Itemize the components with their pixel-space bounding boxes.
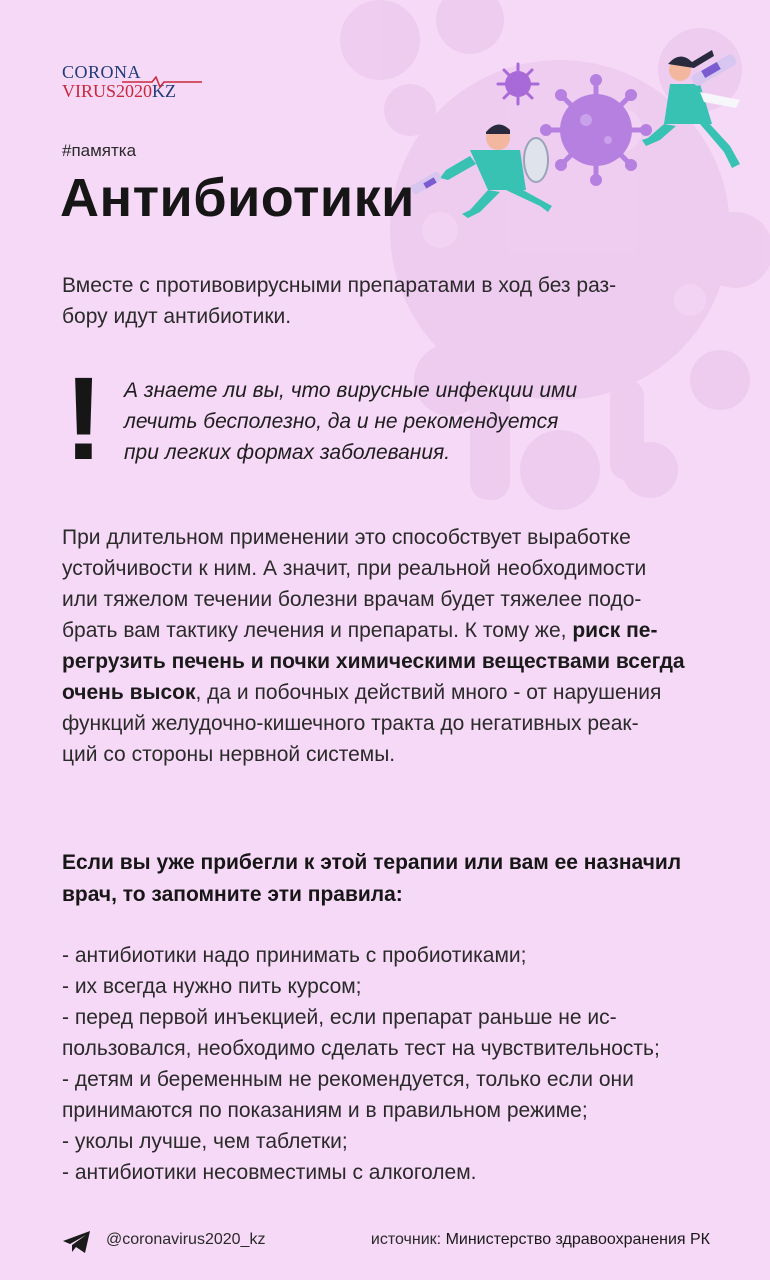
source-label: источник:	[370, 1231, 446, 1248]
intro-paragraph	[62, 270, 712, 332]
body-line4-text: брать вам тактику лечения и препараты. К тому же,	[62, 619, 573, 642]
body-line	[62, 615, 722, 646]
callout-line: А знаете ли вы, что вирусные инфекции ими	[124, 379, 578, 402]
logo-line1: CORONA	[62, 62, 142, 82]
rule-item: - антибиотики надо принимать с пробиотиками;	[62, 944, 527, 967]
body-line5-bold: регрузить печень и почки химическими веществами всегда	[62, 650, 685, 673]
rule-item: - детям и беременным не рекомендуется, только если они	[62, 1068, 634, 1091]
exclamation-icon: !	[64, 353, 104, 485]
telegram-icon	[62, 1230, 92, 1254]
source-credit	[371, 1231, 710, 1249]
body-line: ций со стороны нервной системы.	[62, 743, 396, 766]
logo-pulse-line	[122, 76, 202, 88]
body-line	[62, 646, 722, 677]
body-line4-bold: риск пе-	[572, 619, 658, 642]
small-virus-icon	[498, 64, 538, 104]
body-line6-bold: очень высок	[62, 681, 196, 704]
body-paragraph	[62, 522, 722, 770]
rules-heading	[62, 847, 722, 911]
logo-kz: KZ	[152, 81, 177, 101]
rules-heading-line: врач, то запомните эти правила:	[62, 883, 403, 906]
rule-item: - перед первой инъекцией, если препарат раньше не ис-	[62, 1006, 617, 1029]
callout-line: при легких формах заболевания.	[124, 441, 451, 464]
source-organization: Министерство здравоохранения РК	[445, 1231, 710, 1248]
body-line: или тяжелом течении болезни врачам будет тяжелее подо-	[62, 588, 642, 611]
page-title: Антибиотики	[60, 168, 415, 228]
rule-item: - антибиотики несовместимы с алкоголем.	[62, 1161, 477, 1184]
intro-line: бору идут антибиотики.	[62, 305, 292, 328]
rules-heading-line: Если вы уже прибегли к этой терапии или вам ее назначил	[62, 851, 682, 874]
rule-item: - их всегда нужно пить курсом;	[62, 975, 362, 998]
callout-text	[124, 375, 684, 468]
body-line6-text: , да и побочных действий много - от нарушения	[195, 681, 662, 704]
coronavirus2020-kz-logo	[62, 62, 202, 102]
body-line: устойчивости к ним. А значит, при реальной необходимости	[62, 557, 647, 580]
telegram-handle[interactable]: @coronavirus2020_kz	[106, 1231, 266, 1248]
rule-item: - уколы лучше, чем таблетки;	[62, 1130, 348, 1153]
hashtag: #памятка	[62, 141, 137, 160]
rule-item: пользовался, необходимо сделать тест на чувствительность;	[62, 1037, 660, 1060]
callout-line: лечить бесполезно, да и не рекомендуется	[124, 410, 559, 433]
logo-virus2020: VIRUS2020	[62, 81, 153, 101]
rules-list	[62, 940, 732, 1188]
body-line	[62, 677, 722, 708]
large-virus-icon	[540, 74, 652, 186]
body-line: функций желудочно-кишечного тракта до негативных реак-	[62, 712, 639, 735]
body-line: При длительном применении это способствует выработке	[62, 526, 631, 549]
rule-item: принимаются по показаниям и в правильном режиме;	[62, 1099, 588, 1122]
intro-line: Вместе с противовирусными препаратами в ход без раз-	[62, 274, 617, 297]
